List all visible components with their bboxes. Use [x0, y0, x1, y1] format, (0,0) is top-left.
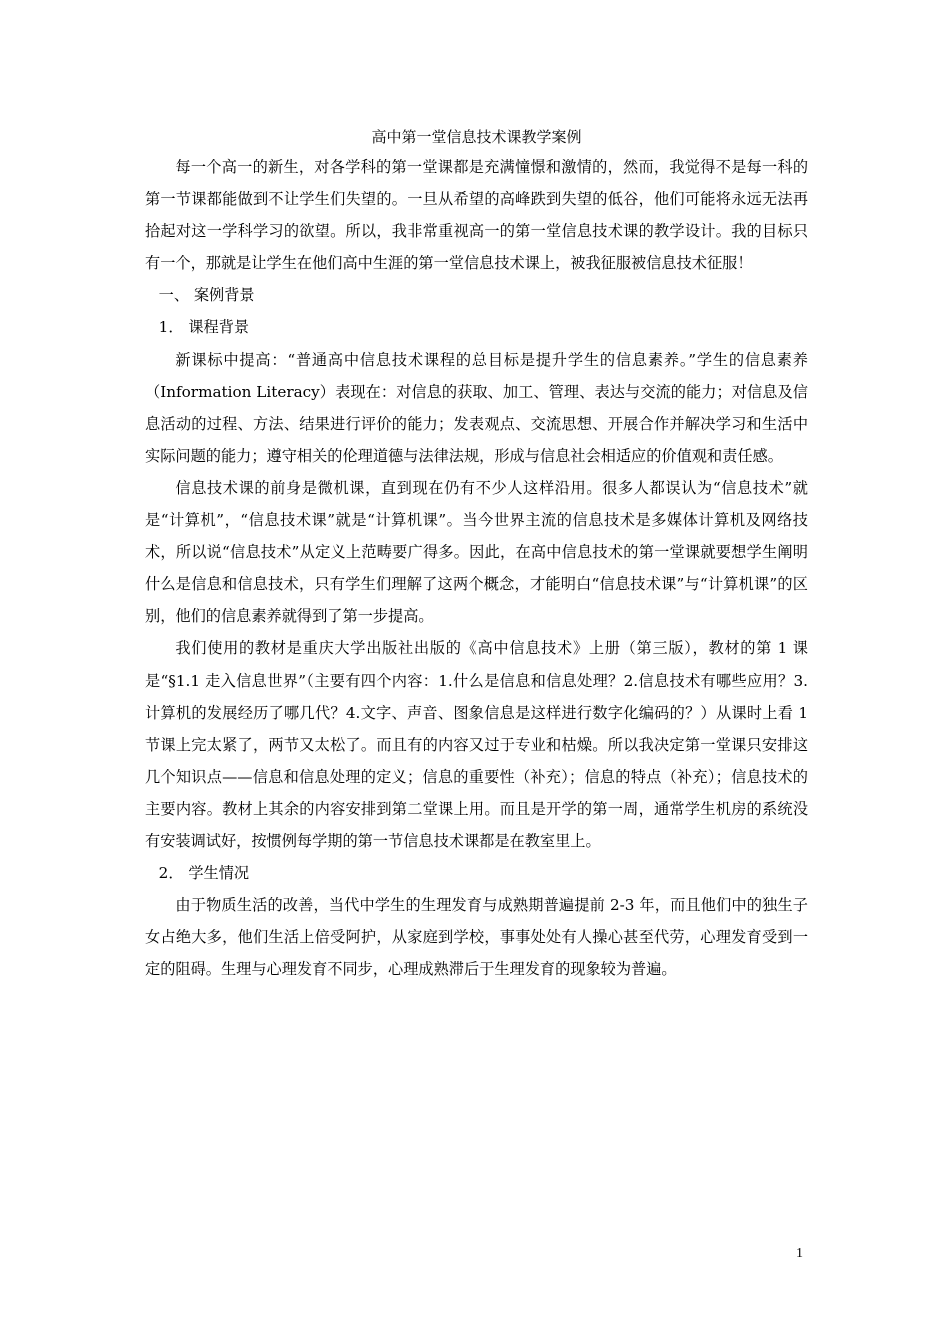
paragraph-student-development: 由于物质生活的改善，当代中学生的生理发育与成熟期普遍提前 2-3 年，而且他们中的独生子女占绝大多，他们生活上倍受阿护，从家庭到学校，事事处处有人操心甚至代劳，心理发育受到一定的阻碍。生理与心理发育不同步，心理成熟滞后于生理发育的现象较为普遍。	[145, 896, 808, 979]
page-number: 1	[796, 1246, 803, 1261]
document-body	[145, 123, 808, 985]
section-heading-case-background: 一、 案例背景	[158, 286, 255, 305]
subsection-heading-course-background: 1． 课程背景	[158, 318, 250, 337]
subsection-heading-student-situation: 2． 学生情况	[158, 864, 250, 883]
paragraph-textbook: 我们使用的教材是重庆大学出版社出版的《高中信息技术》上册（第三版），教材的第 1 课是“§1.1 走入信息世界”（主要有四个内容：1.什么是信息和信息处理？2.信息技术有哪些应用？3.计算机的发展经历了哪几代？4.文字、声音、图象信息是这样进行数字化编码的？）从课时上看 1 节课上完太紧了，两节又太松了。而且有的内容又过于专业和枯燥。所以我决定第一堂课只安排这几个知识点——信息和信息处理的定义；信息的重要性（补充）；信息的特点（补充）；信息技术的主要内容。教材上其余的内容安排到第二堂课上用。而且是开学的第一周，通常学生机房的系统没有安装调试好，按惯例每学期的第一节信息技术课都是在教室里上。	[145, 639, 808, 850]
paragraph-new-curriculum: 新课标中提高：“普通高中信息技术课程的总目标是提升学生的信息素养。”学生的信息素养（Information Literacy）表现在：对信息的获取、加工、管理、表达与交流的能力；对信息及信息活动的过程、方法、结果进行评价的能力；发表观点、交流思想、开展合作并解决学习和生活中实际问题的能力；遵守相关的伦理道德与法律法规，形成与信息社会相适应的价值观和责任感。	[145, 350, 808, 465]
document-title: 高中第一堂信息技术课教学案例	[371, 128, 582, 146]
intro-paragraph: 每一个高一的新生，对各学科的第一堂课都是充满憧憬和激情的，然而，我觉得不是每一科的第一节课都能做到不让学生们失望的。一旦从希望的高峰跌到失望的低谷，他们可能将永远无法再拾起对这一学科学习的欲望。所以，我非常重视高一的第一堂信息技术课的教学设计。我的目标只有一个，那就是让学生在他们高中生涯的第一堂信息技术课上，被我征服被信息技术征服！	[145, 158, 808, 273]
paragraph-it-course-history: 信息技术课的前身是微机课，直到现在仍有不少人这样沿用。很多人都误认为“信息技术”就是“计算机”，“信息技术课”就是“计算机课”。当今世界主流的信息技术是多媒体计算机及网络技术，所以说“信息技术”从定义上范畴要广得多。因此，在高中信息技术的第一堂课就要想学生阐明什么是信息和信息技术，只有学生们理解了这两个概念，才能明白“信息技术课”与“计算机课”的区别，他们的信息素养就得到了第一步提高。	[145, 478, 808, 626]
